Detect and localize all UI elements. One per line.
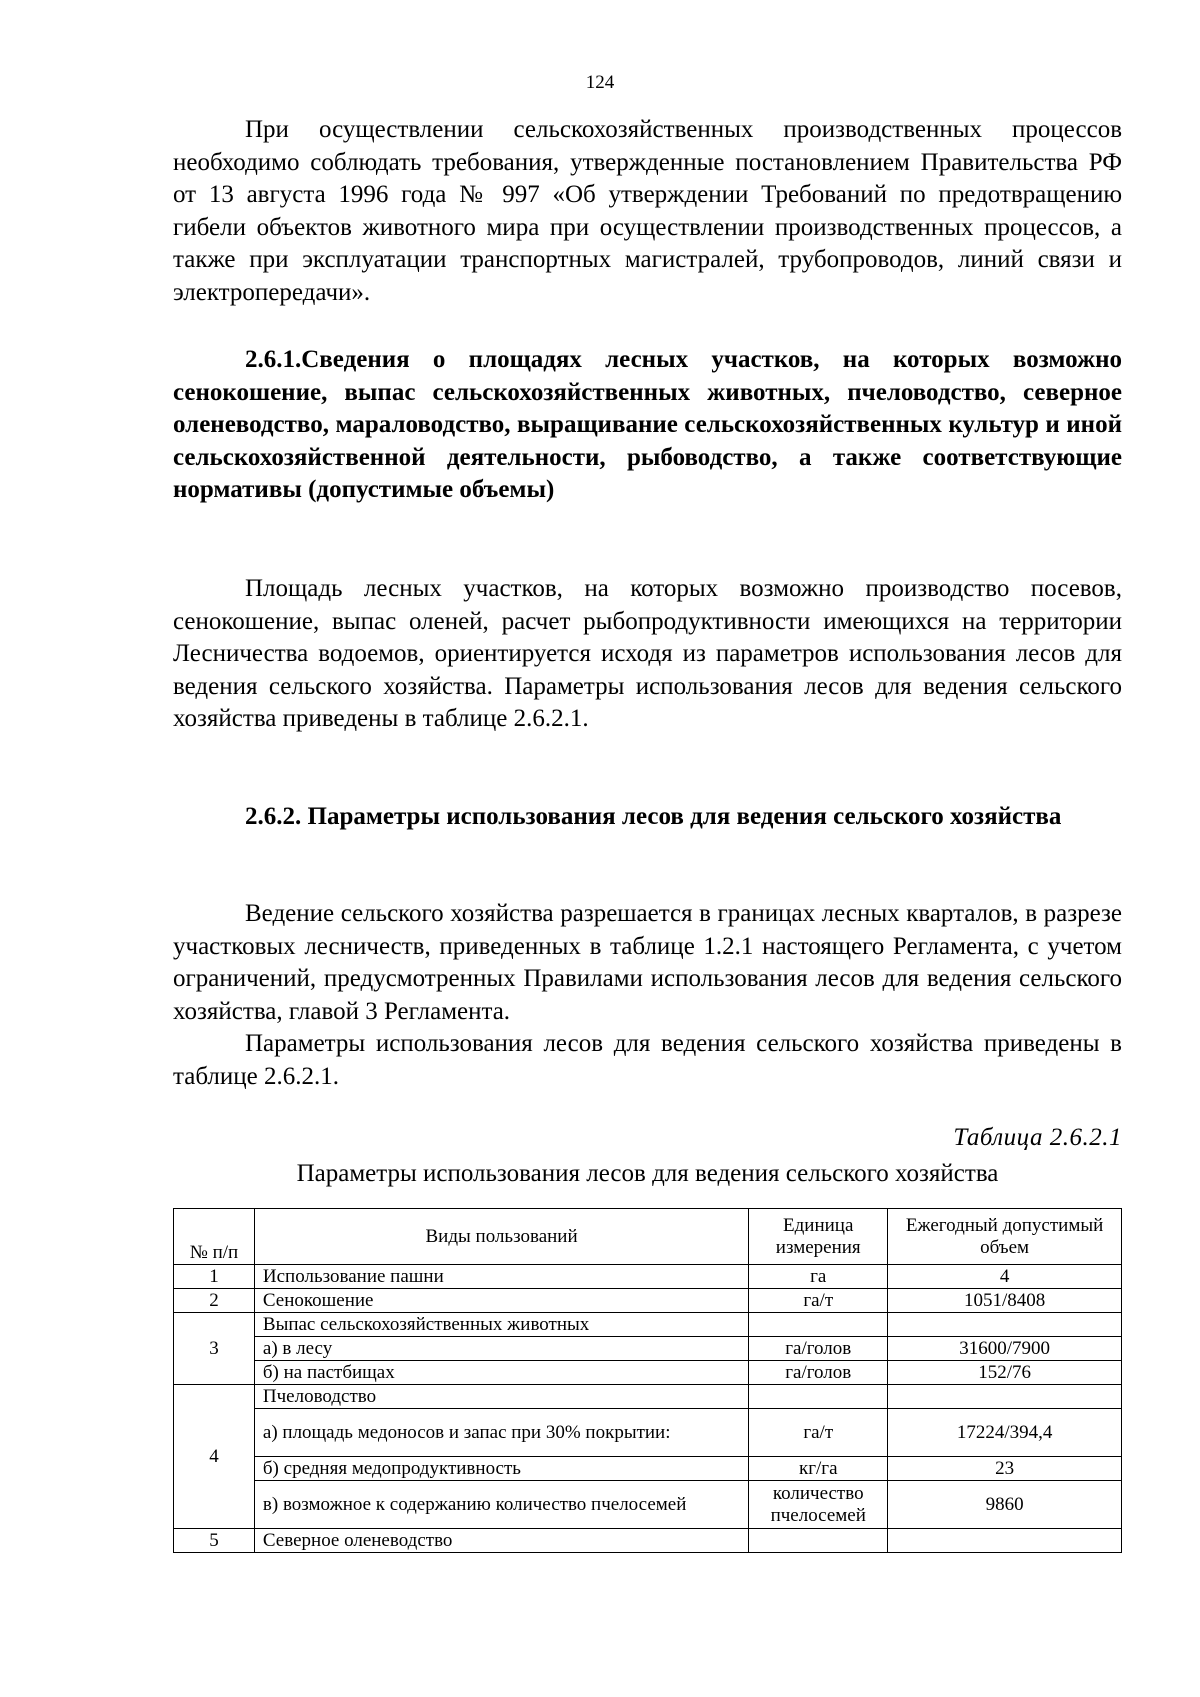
cell-kind: а) площадь медоносов и запас при 30% покрытии: xyxy=(254,1409,748,1457)
cell-volume-empty xyxy=(888,1385,1122,1409)
table-row xyxy=(174,1457,1122,1481)
header-num: № п/п xyxy=(174,1209,255,1265)
cell-kind: Северное оленеводство xyxy=(254,1529,748,1553)
cell-kind: б) на пастбищах xyxy=(254,1361,748,1385)
table-row xyxy=(174,1337,1122,1361)
cell-volume-empty xyxy=(888,1529,1122,1553)
cell-unit-empty xyxy=(749,1313,888,1337)
cell-volume: 17224/394,4 xyxy=(888,1409,1122,1457)
section-heading-261-block xyxy=(173,344,1122,507)
table-title-caption: Параметры использования лесов для ведения сельского хозяйства xyxy=(296,1160,999,1187)
intro-paragraph-block xyxy=(173,114,1122,310)
cell-num: 3 xyxy=(174,1313,255,1385)
cell-volume: 152/76 xyxy=(888,1361,1122,1385)
cell-num: 5 xyxy=(174,1529,255,1553)
header-unit: Единица измерения xyxy=(749,1209,888,1265)
cell-num: 2 xyxy=(174,1289,255,1313)
table-row xyxy=(174,1481,1122,1529)
cell-kind: в) возможное к содержанию количество пчелосемей xyxy=(254,1481,748,1529)
section-heading-262: 2.6.2. Параметры использования лесов для ведения сельского хозяйства xyxy=(245,803,1062,830)
header-volume: Ежегодный допустимый объем xyxy=(888,1209,1122,1265)
conduct-paragraph: Ведение сельского хозяйства разрешается в границах лесных кварталов, в разрезе участковых лесничеств, приведенных в таблице 1.2.1 настоящего Регламента, с учетом ограничений, предусмотренных Правилами использования лесов для ведения сельского хозяйства, главой 3 Регламента. xyxy=(173,900,1122,1025)
table-row xyxy=(174,1385,1122,1409)
cell-volume: 9860 xyxy=(888,1481,1122,1529)
area-paragraph-block xyxy=(173,573,1122,736)
cell-kind: Сенокошение xyxy=(254,1289,748,1313)
cell-unit: га/голов xyxy=(749,1361,888,1385)
cell-volume-empty xyxy=(888,1313,1122,1337)
cell-volume: 4 xyxy=(888,1265,1122,1289)
table-header-row xyxy=(174,1209,1122,1265)
table-number-caption: Таблица 2.6.2.1 xyxy=(953,1124,1122,1151)
table-row xyxy=(174,1529,1122,1553)
page-number: 124 xyxy=(585,72,615,93)
cell-volume: 23 xyxy=(888,1457,1122,1481)
cell-kind: Выпас сельскохозяйственных животных xyxy=(254,1313,748,1337)
cell-volume: 31600/7900 xyxy=(888,1337,1122,1361)
table-row xyxy=(174,1409,1122,1457)
header-kind: Виды пользований xyxy=(254,1209,748,1265)
cell-unit-empty xyxy=(749,1529,888,1553)
conduct-paragraph-block xyxy=(173,898,1122,1094)
cell-unit: количество пчелосемей xyxy=(749,1481,888,1529)
cell-kind: Пчеловодство xyxy=(254,1385,748,1409)
cell-kind: б) средняя медопродуктивность xyxy=(254,1457,748,1481)
table-row xyxy=(174,1313,1122,1337)
cell-unit: га/т xyxy=(749,1409,888,1457)
table-row xyxy=(174,1289,1122,1313)
cell-volume: 1051/8408 xyxy=(888,1289,1122,1313)
area-paragraph: Площадь лесных участков, на которых возможно производство посевов, сенокошение, выпас оленей, расчет рыбопродуктивности имеющихся на территории Лесничества водоемов, ориентируется исходя из параметров использования лесов для ведения сельского хозяйства. Параметры использования лесов для ведения сельского хозяйства приведены в таблице 2.6.2.1. xyxy=(173,575,1122,733)
cell-unit-empty xyxy=(749,1385,888,1409)
cell-unit: га/т xyxy=(749,1289,888,1313)
table-row xyxy=(174,1265,1122,1289)
section-heading-261: 2.6.1.Сведения о площадях лесных участков, на которых возможно сенокошение, выпас сельскохозяйственных животных, пчеловодство, северное оленеводство, мараловодство, выращивание сельскохозяйственных культур и иной сельскохозяйственной деятельности, рыбоводство, а также соответствующие нормативы (допустимые объемы) xyxy=(173,346,1122,504)
params-paragraph: Параметры использования лесов для ведения сельского хозяйства приведены в таблице 2.6.2.1. xyxy=(173,1030,1122,1090)
forest-use-parameters-table xyxy=(173,1208,1122,1553)
cell-unit: га/голов xyxy=(749,1337,888,1361)
intro-paragraph: При осуществлении сельскохозяйственных производственных процессов необходимо соблюдать требования, утвержденные постановлением Правительства РФ от 13 августа 1996 года № 997 «Об утверждении Требований по предотвращению гибели объектов животного мира при осуществлении производственных процессов, а также при эксплуатации транспортных магистралей, трубопроводов, линий связи и электропередачи». xyxy=(173,116,1122,306)
table-row xyxy=(174,1361,1122,1385)
section-heading-262-block xyxy=(173,801,1122,834)
cell-unit: кг/га xyxy=(749,1457,888,1481)
cell-unit: га xyxy=(749,1265,888,1289)
cell-kind: Использование пашни xyxy=(254,1265,748,1289)
cell-num: 1 xyxy=(174,1265,255,1289)
cell-num: 4 xyxy=(174,1385,255,1529)
cell-kind: а) в лесу xyxy=(254,1337,748,1361)
